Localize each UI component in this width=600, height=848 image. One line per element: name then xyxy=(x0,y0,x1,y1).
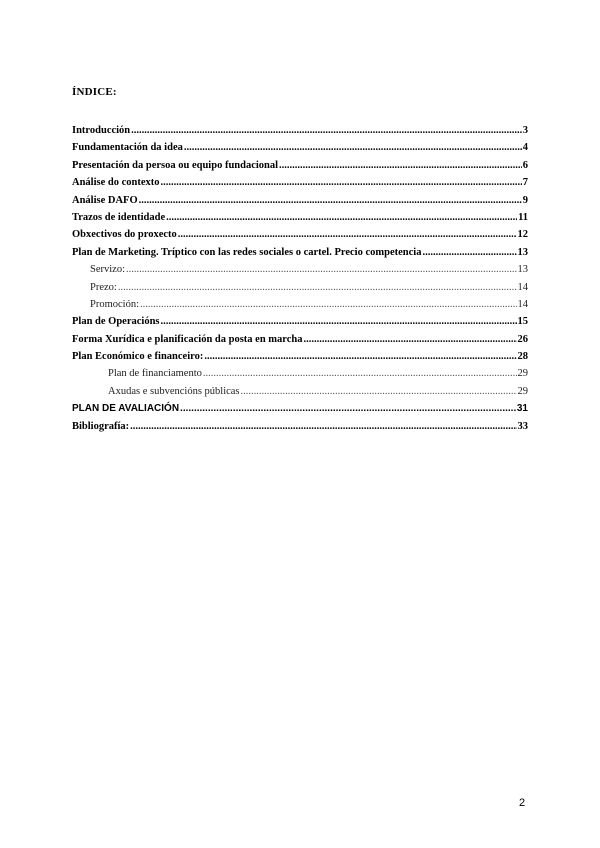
toc-entry-page: 6 xyxy=(522,159,528,171)
toc-entry-title: Servizo: xyxy=(90,264,125,276)
toc-entry-plan-financiamento[interactable] xyxy=(72,368,528,385)
toc-entry-page: 26 xyxy=(517,333,528,345)
toc-entry-title: Análise do contexto xyxy=(72,177,160,189)
toc-entry-obxectivos[interactable] xyxy=(72,229,528,246)
dot-leader xyxy=(140,299,517,310)
toc-entry-title: Introducción xyxy=(72,125,131,136)
toc-entry-forma-xuridica[interactable] xyxy=(72,334,528,351)
dot-leader xyxy=(203,368,517,379)
dot-leader xyxy=(118,282,517,293)
toc-entry-page: 33 xyxy=(517,420,528,432)
dot-leader xyxy=(161,316,517,327)
toc-entry-title: Promoción: xyxy=(90,298,139,310)
toc-entry-title: Presentación da persoa ou equipo fundacional xyxy=(72,159,279,171)
dot-leader xyxy=(204,351,516,362)
dot-leader xyxy=(131,125,522,136)
toc-entry-plan-operacions[interactable] xyxy=(72,316,528,333)
toc-entry-page: 13 xyxy=(517,264,528,276)
dot-leader xyxy=(180,403,516,414)
toc-entry-page: 9 xyxy=(522,194,528,206)
toc-entry-page: 28 xyxy=(517,351,528,363)
toc-entry-plan-marketing[interactable] xyxy=(72,247,528,264)
toc-entry-presentacion[interactable] xyxy=(72,160,528,177)
dot-leader xyxy=(139,195,522,206)
toc-entry-analise-dafo[interactable] xyxy=(72,195,528,212)
toc-entry-title: Plan de financiamento xyxy=(108,368,202,380)
toc-entry-page: 4 xyxy=(522,142,528,154)
toc-entry-title: Plan Económico e financeiro: xyxy=(72,351,204,363)
toc-entry-title: Plan de Marketing. Tríptico con las redes sociales o cartel. Precio competencia xyxy=(72,246,422,258)
toc-entry-title: Axudas e subvencións públicas xyxy=(108,385,240,397)
toc-entry-introduccion[interactable] xyxy=(72,125,528,142)
toc-entry-page: 7 xyxy=(522,177,528,189)
toc-entry-analise-contexto[interactable] xyxy=(72,177,528,194)
dot-leader xyxy=(241,386,517,397)
toc-entry-page: 29 xyxy=(517,368,528,380)
dot-leader xyxy=(126,264,517,275)
table-of-contents xyxy=(72,125,528,438)
toc-entry-title: Análise DAFO xyxy=(72,194,138,206)
toc-entry-title: Bibliografía: xyxy=(72,420,130,432)
toc-entry-page: 3 xyxy=(522,125,528,136)
dot-leader xyxy=(422,247,516,258)
dot-leader xyxy=(279,160,522,171)
toc-entry-page: 31 xyxy=(516,403,528,415)
toc-entry-title: Fundamentación da idea xyxy=(72,142,183,154)
dot-leader xyxy=(304,334,517,345)
toc-entry-axudas[interactable] xyxy=(72,386,528,403)
toc-entry-prezo[interactable] xyxy=(72,282,528,299)
toc-entry-fundamentacion[interactable] xyxy=(72,142,528,159)
toc-entry-title: Forma Xurídica e planificación da posta en marcha xyxy=(72,333,303,345)
dot-leader xyxy=(178,229,517,240)
toc-entry-page: 15 xyxy=(517,316,528,328)
page-number: 2 xyxy=(519,797,526,809)
dot-leader xyxy=(161,177,522,188)
toc-entry-bibliografia[interactable] xyxy=(72,421,528,438)
toc-entry-promocion[interactable] xyxy=(72,299,528,316)
toc-entry-page: 13 xyxy=(517,246,528,258)
toc-entry-title: Plan de Operacións xyxy=(72,316,160,328)
toc-entry-title: PLAN DE AVALIACIÓN xyxy=(72,403,180,415)
toc-entry-page: 11 xyxy=(518,211,528,223)
toc-heading: ÍNDICE: xyxy=(72,86,117,98)
toc-entry-title: Obxectivos do proxecto xyxy=(72,229,177,241)
dot-leader xyxy=(130,421,516,432)
toc-entry-plan-economico[interactable] xyxy=(72,351,528,368)
dot-leader xyxy=(184,142,522,153)
toc-entry-plan-avaliacion[interactable] xyxy=(72,403,528,420)
toc-entry-page: 14 xyxy=(517,298,528,310)
dot-leader xyxy=(166,212,517,223)
toc-entry-title: Prezo: xyxy=(90,281,117,293)
toc-entry-servizo[interactable] xyxy=(72,264,528,281)
toc-entry-trazos[interactable] xyxy=(72,212,528,229)
toc-entry-title: Trazos de identidade xyxy=(72,211,166,223)
toc-entry-page: 29 xyxy=(517,385,528,397)
toc-entry-page: 12 xyxy=(517,229,528,241)
toc-entry-page: 14 xyxy=(517,281,528,293)
